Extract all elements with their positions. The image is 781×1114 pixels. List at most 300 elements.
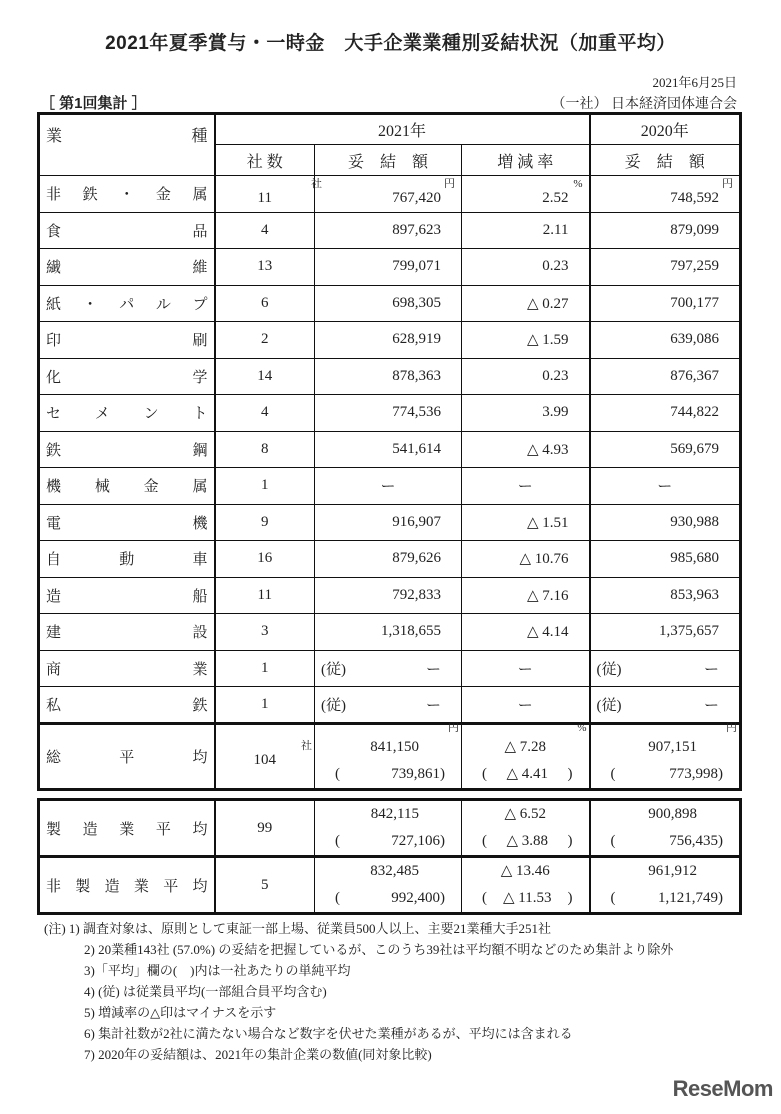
header-year-2020: 2020年 <box>590 114 741 145</box>
table-row <box>39 650 741 687</box>
value-companies <box>222 477 309 494</box>
industry-name: 非鉄・金属 <box>39 176 215 213</box>
value-prev <box>597 368 720 385</box>
header-companies: 社 数 <box>215 145 315 176</box>
note-line: 7) 2020年の妥結額は、2021年の集計企業の数値(同対象比較) <box>84 1047 432 1062</box>
cell-amount <box>315 212 462 249</box>
cell-companies <box>215 541 315 578</box>
value-companies <box>222 258 309 275</box>
value-amount <box>321 550 441 567</box>
round-label: ［ 第1回集計 ］ <box>40 95 147 112</box>
value-prev <box>597 258 720 275</box>
industry-name: 化学 <box>39 358 215 395</box>
cell-prev <box>590 723 741 789</box>
cell-companies <box>215 723 315 789</box>
header-amount-2020: 妥 結 額 <box>590 145 741 176</box>
header-year-2021: 2021年 <box>215 114 590 145</box>
header-amount: 妥 結 額 <box>315 145 462 176</box>
cell-prev <box>590 395 741 432</box>
employee-average-marker: (従) <box>596 661 622 678</box>
cell-prev <box>590 358 741 395</box>
value-rate <box>468 549 569 568</box>
cell-rate <box>462 176 590 213</box>
value: 916,907 <box>392 513 441 530</box>
value: △ 4.14 <box>526 624 569 641</box>
value-prev: 961,912 <box>648 863 697 879</box>
value: 797,259 <box>670 258 719 275</box>
cell-amount <box>315 285 462 322</box>
value: 879,626 <box>392 550 441 567</box>
value: 799,071 <box>392 258 441 275</box>
header-rate: 増 減 率 <box>462 145 590 176</box>
value: 9 <box>261 513 269 530</box>
unit-label: 円 <box>444 177 455 190</box>
value-amount: 842,115 <box>370 806 419 822</box>
table-row <box>39 687 741 724</box>
industry-name: 私鉄 <box>39 687 215 724</box>
cell-prev <box>590 468 741 505</box>
note-line: (注) 1) 調査対象は、原則として東証一部上場、従業員500人以上、主要21業種大手251社 <box>44 921 551 936</box>
table-row <box>39 541 741 578</box>
table-row <box>39 322 741 359</box>
cell-companies <box>215 577 315 614</box>
employee-average-marker: (従) <box>596 697 622 714</box>
value-rate <box>468 330 569 349</box>
value-rate <box>468 190 569 207</box>
industry-name: 電機 <box>39 504 215 541</box>
value-companies: 5 <box>261 876 269 893</box>
cell-prev <box>590 614 741 651</box>
value-rate <box>468 475 583 496</box>
simple-value: 739,861 <box>391 765 440 782</box>
value: △ 4.93 <box>526 441 569 458</box>
industry-name: 紙・パルプ <box>39 285 215 322</box>
value: 897,623 <box>392 221 441 238</box>
value-rate <box>468 440 569 459</box>
value-prev <box>597 550 720 567</box>
simple-average-amount <box>321 761 455 788</box>
value-amount <box>321 295 441 312</box>
industry-name: 繊維 <box>39 249 215 286</box>
paren-open: ( <box>482 890 487 906</box>
sector-average-table <box>37 798 742 915</box>
cell-companies <box>215 176 322 213</box>
average-name: 総平均 <box>39 723 215 789</box>
value-prev <box>597 623 720 640</box>
value-rate <box>468 586 569 605</box>
value: △ 1.51 <box>526 514 569 531</box>
industry-name: 造船 <box>39 577 215 614</box>
value-amount <box>321 404 441 421</box>
notes <box>44 918 673 1065</box>
cell-amount <box>315 541 462 578</box>
note-line: 4) (従) は従業員平均(一部組合員平均含む) <box>84 984 327 999</box>
value: 569,679 <box>670 440 719 457</box>
value-companies <box>222 368 309 385</box>
paren-close: ) <box>718 765 723 782</box>
value-amount <box>321 587 441 604</box>
cell-companies <box>215 687 315 724</box>
cell-rate <box>462 800 590 857</box>
cell-amount <box>315 577 462 614</box>
value-amount <box>321 222 441 239</box>
value-companies <box>222 660 309 677</box>
cell-prev <box>590 687 741 724</box>
cell-rate <box>462 285 590 322</box>
value: 2 <box>261 331 269 348</box>
value: ー <box>380 479 396 496</box>
unit-label: 円 <box>448 721 459 734</box>
value: 792,833 <box>392 586 441 603</box>
value: 11 <box>257 586 272 603</box>
average-row <box>39 857 741 914</box>
value: ー <box>517 479 533 496</box>
cell-rate <box>462 249 590 286</box>
paren-close: ) <box>440 890 445 906</box>
cell-rate <box>462 322 590 359</box>
value: 628,919 <box>392 331 441 348</box>
cell-rate <box>462 687 590 724</box>
cell-prev <box>590 249 741 286</box>
value-amount <box>321 514 441 531</box>
value-prev <box>597 404 720 421</box>
industry-name: 商業 <box>39 650 215 687</box>
value-prev <box>597 475 734 496</box>
unit-label: 社 <box>311 177 322 190</box>
cell-rate <box>462 212 590 249</box>
simple-average-rate <box>468 828 583 855</box>
cell-amount <box>315 176 462 213</box>
value-rate <box>468 658 583 679</box>
unit-label: % <box>577 721 587 734</box>
cell-rate <box>462 504 590 541</box>
value: 2.11 <box>542 221 569 238</box>
value: 698,305 <box>392 294 441 311</box>
note-line: 3)「平均」欄の( )内は一社あたりの単純平均 <box>84 963 351 978</box>
value-amount <box>321 658 455 679</box>
value-rate <box>468 622 569 641</box>
cell-prev <box>590 650 741 687</box>
cell-companies <box>215 504 315 541</box>
cell-amount <box>315 614 462 651</box>
simple-value: 756,435 <box>669 833 718 849</box>
value-companies <box>222 222 309 239</box>
value-rate: △ 7.28 <box>504 738 547 755</box>
cell-companies <box>215 468 315 505</box>
paren-close: ) <box>718 833 723 849</box>
value-prev <box>597 694 734 715</box>
value-companies <box>222 514 309 531</box>
cell-amount <box>315 504 462 541</box>
value-prev <box>597 587 720 604</box>
cell-amount <box>315 249 462 286</box>
value: 4 <box>261 221 269 238</box>
value: 13 <box>257 258 273 275</box>
cell-prev <box>590 322 741 359</box>
cell-rate <box>462 577 590 614</box>
cell-rate <box>462 468 590 505</box>
table-row <box>39 577 741 614</box>
cell-companies <box>215 212 315 249</box>
value: 879,099 <box>670 221 719 238</box>
value: ー <box>517 697 533 714</box>
cell-companies <box>215 650 315 687</box>
value-rate <box>468 222 569 239</box>
cell-amount <box>315 358 462 395</box>
value: 8 <box>261 440 269 457</box>
value-companies <box>222 190 309 207</box>
unit-label: 円 <box>726 721 737 734</box>
cell-amount <box>315 650 462 687</box>
value-rate: △ 6.52 <box>504 806 547 822</box>
cell-prev <box>590 857 741 914</box>
value: 0.23 <box>542 258 569 275</box>
value-amount <box>321 694 455 715</box>
settlement-table <box>37 112 742 791</box>
simple-value: △ 4.41 <box>506 765 549 782</box>
cell-companies <box>215 322 315 359</box>
watermark-logo: ReseMom <box>672 1076 773 1101</box>
value-companies <box>222 696 309 713</box>
value-companies <box>222 404 309 421</box>
value: 774,536 <box>392 404 441 421</box>
note-line: 6) 集計社数が2社に満たない場合など数字を伏せた業種があるが、平均には含まれる <box>84 1026 573 1041</box>
cell-rate <box>462 431 590 468</box>
value: ー <box>703 697 719 714</box>
cell-amount <box>315 431 462 468</box>
paren-open: ( <box>335 833 340 849</box>
value-prev <box>597 295 720 312</box>
simple-average-prev <box>597 761 734 788</box>
value: 3.99 <box>542 404 569 421</box>
average-name: 非製造業平均 <box>39 857 215 914</box>
cell-companies <box>215 395 315 432</box>
header-industry: 業 種 <box>39 114 215 176</box>
value: 1 <box>261 659 269 676</box>
cell-prev <box>590 212 741 249</box>
cell-companies <box>215 285 315 322</box>
paren-open: ( <box>610 833 616 849</box>
paren-close: ) <box>567 833 573 849</box>
value-prev <box>597 331 720 348</box>
cell-rate <box>462 358 590 395</box>
value-amount <box>321 190 441 207</box>
simple-average-rate <box>468 885 583 912</box>
cell-prev <box>590 800 741 857</box>
value-prev <box>597 441 720 458</box>
document-title: 2021年夏季賞与・一時金 大手企業業種別妥結状況（加重平均） <box>105 33 676 54</box>
unit-label: 社 <box>301 740 312 752</box>
paren-open: ( <box>610 890 616 906</box>
value: 876,367 <box>670 367 719 384</box>
table-row <box>39 614 741 651</box>
value-amount <box>321 475 455 496</box>
value-companies <box>222 441 309 458</box>
table-row <box>39 176 741 213</box>
value: 700,177 <box>670 294 719 311</box>
simple-average-amount <box>321 885 455 912</box>
value: 3 <box>261 623 269 640</box>
table-row <box>39 212 741 249</box>
value: △ 7.16 <box>526 587 569 604</box>
value: 744,822 <box>670 404 719 421</box>
value: 2.52 <box>542 189 569 206</box>
paren-open: ( <box>335 890 340 906</box>
value: △ 10.76 <box>519 551 569 568</box>
paren-open: ( <box>482 765 487 782</box>
cell-amount <box>315 723 462 789</box>
value-amount: 832,485 <box>370 863 419 879</box>
employee-average-marker: (従) <box>321 697 346 714</box>
value: 639,086 <box>670 331 719 348</box>
value: 878,363 <box>392 367 441 384</box>
average-name: 製造業平均 <box>39 800 215 857</box>
paren-open: ( <box>335 765 340 782</box>
cell-companies <box>215 431 315 468</box>
value: 748,592 <box>670 189 719 206</box>
value: 0.23 <box>542 367 569 384</box>
value-companies: 104 <box>253 752 276 768</box>
cell-companies <box>215 614 315 651</box>
cell-amount <box>315 395 462 432</box>
value-companies: 99 <box>257 819 273 836</box>
value: 4 <box>261 404 269 421</box>
table-row <box>39 431 741 468</box>
value-amount <box>321 441 441 458</box>
unit-label: % <box>573 177 583 190</box>
simple-value: △ 11.53 <box>503 890 552 906</box>
table-row <box>39 468 741 505</box>
value: ー <box>425 661 441 678</box>
value: 767,420 <box>392 189 441 206</box>
employee-average-marker: (従) <box>321 661 346 678</box>
value-rate <box>468 404 569 421</box>
cell-rate <box>462 650 590 687</box>
value-amount: 841,150 <box>370 738 419 755</box>
cell-companies <box>215 249 315 286</box>
value: 853,963 <box>670 586 719 603</box>
value-prev <box>597 514 720 531</box>
value-rate <box>468 513 569 532</box>
value-companies <box>222 587 309 604</box>
value-amount <box>321 331 441 348</box>
industry-name: セメント <box>39 395 215 432</box>
cell-companies <box>215 800 315 857</box>
cell-rate <box>462 723 590 789</box>
simple-value: 727,106 <box>391 833 440 849</box>
paren-close: ) <box>567 890 573 906</box>
value-rate <box>468 294 569 313</box>
simple-average-prev <box>597 828 734 855</box>
cell-companies <box>215 857 315 914</box>
paren-open: ( <box>482 833 487 849</box>
value-rate: △ 13.46 <box>500 863 550 879</box>
value-prev <box>597 190 720 207</box>
note-line: 5) 増減率の△印はマイナスを示す <box>84 1005 277 1020</box>
value: 930,988 <box>670 513 719 530</box>
value: 6 <box>261 294 269 311</box>
value: 541,614 <box>392 440 441 457</box>
value: 1,318,655 <box>381 623 441 640</box>
cell-companies <box>215 358 315 395</box>
simple-average-prev <box>597 885 734 912</box>
cell-prev <box>590 285 741 322</box>
cell-amount <box>315 800 462 857</box>
value-amount <box>321 258 441 275</box>
value-amount <box>321 368 441 385</box>
cell-rate <box>462 395 590 432</box>
paren-open: ( <box>610 765 616 782</box>
simple-value: △ 3.88 <box>506 833 549 849</box>
value: ー <box>517 661 533 678</box>
value-prev <box>597 658 734 679</box>
publish-date: 2021年6月25日 <box>652 75 737 90</box>
cell-prev <box>590 176 741 213</box>
value: 985,680 <box>670 550 719 567</box>
value-companies <box>222 331 309 348</box>
table-row <box>39 504 741 541</box>
value: ー <box>657 479 673 496</box>
industry-name: 機械金属 <box>39 468 215 505</box>
note-line: 2) 20業種143社 (57.0%) の妥結を把握しているが、このうち39社は平均額不明などのため集計より除外 <box>84 942 674 957</box>
industry-name: 自動車 <box>39 541 215 578</box>
simple-value: 773,998 <box>669 765 718 782</box>
cell-amount <box>315 468 462 505</box>
simple-average-rate <box>468 761 583 788</box>
value-prev: 907,151 <box>648 738 697 755</box>
table-row <box>39 249 741 286</box>
cell-amount <box>315 857 462 914</box>
value: ー <box>703 661 719 678</box>
cell-rate <box>462 857 590 914</box>
simple-value: 992,400 <box>391 890 440 906</box>
value: 16 <box>257 550 273 567</box>
industry-name: 食品 <box>39 212 215 249</box>
paren-close: ) <box>718 890 723 906</box>
value-rate <box>468 368 569 385</box>
value-companies <box>222 295 309 312</box>
paren-close: ) <box>440 833 445 849</box>
value: 1,375,657 <box>659 623 719 640</box>
cell-amount <box>315 322 462 359</box>
value-companies <box>222 550 309 567</box>
cell-prev <box>590 541 741 578</box>
cell-rate <box>462 541 590 578</box>
organization: （一社） 日本経済団体連合会 <box>551 97 737 112</box>
value-prev <box>597 222 720 239</box>
cell-rate <box>462 614 590 651</box>
industry-name: 鉄鋼 <box>39 431 215 468</box>
average-row <box>39 800 741 857</box>
value: 11 <box>257 189 272 206</box>
value-rate <box>468 694 583 715</box>
value-amount <box>321 623 441 640</box>
value: △ 1.59 <box>526 332 569 349</box>
simple-average-amount <box>321 828 455 855</box>
cell-prev <box>590 577 741 614</box>
value-prev: 900,898 <box>648 806 697 822</box>
average-row <box>39 723 741 789</box>
value: 14 <box>257 367 273 384</box>
paren-close: ) <box>567 765 573 782</box>
table-row <box>39 358 741 395</box>
value: 1 <box>261 695 269 712</box>
table-row <box>39 285 741 322</box>
cell-prev <box>590 504 741 541</box>
value: △ 0.27 <box>526 295 569 312</box>
value: 1 <box>261 477 269 494</box>
value: ー <box>425 697 441 714</box>
